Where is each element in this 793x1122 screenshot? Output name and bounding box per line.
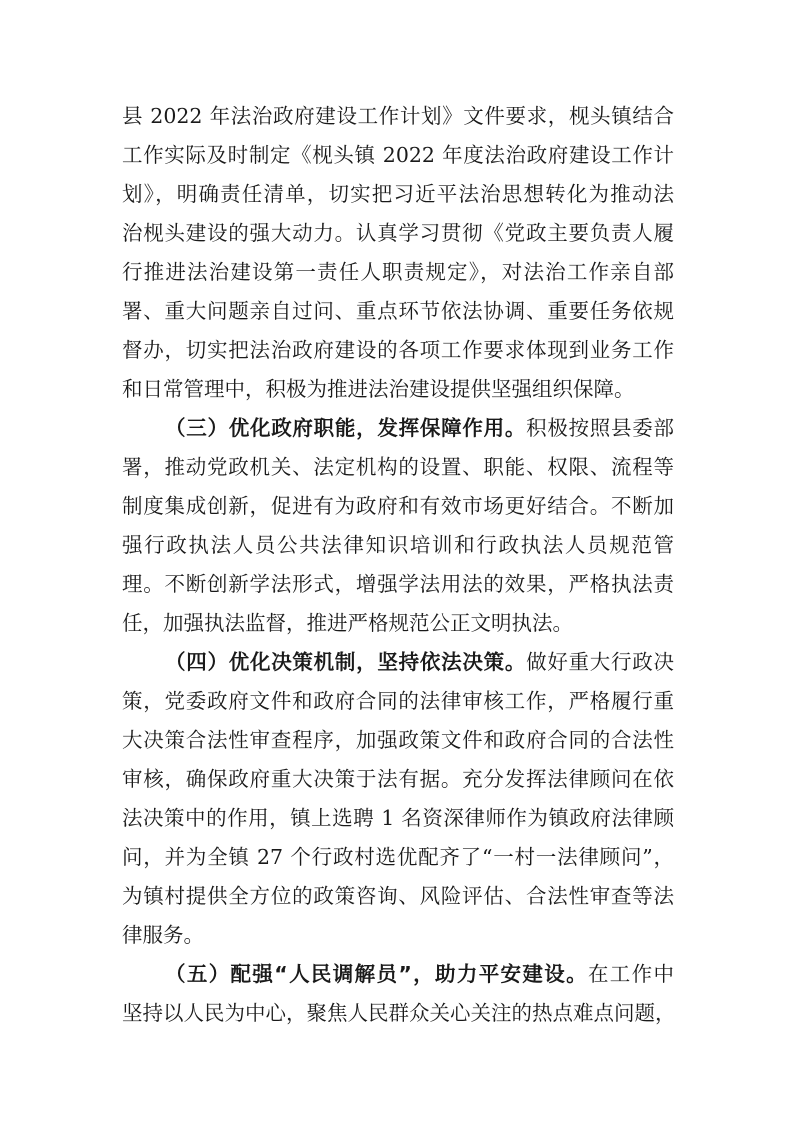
text-line: 审核，确保政府重大决策于法有据。充分发挥法律顾问在依 bbox=[122, 767, 674, 791]
text-line: 督办，切实把法治政府建设的各项工作要求体现到业务工作 bbox=[122, 338, 674, 362]
text-line: 行推进法治建设第一责任人职责规定》，对法治工作亲自部 bbox=[122, 260, 674, 284]
text-line: 工作实际及时制定《枧头镇 2022 年度法治政府建设工作计 bbox=[122, 143, 674, 167]
text-line: 划》，明确责任清单，切实把习近平法治思想转化为推动法 bbox=[122, 182, 674, 206]
section-first-line bbox=[165, 413, 674, 443]
text-line: 强行政执法人员公共法律知识培训和行政执法人员规范管 bbox=[122, 533, 674, 557]
section-first-text: 积极按照县委部 bbox=[526, 416, 675, 440]
text-line: 治枧头建设的强大动力。认真学习贯彻《党政主要负责人履 bbox=[122, 221, 674, 245]
section-heading: （三）优化政府职能，发挥保障作用。 bbox=[165, 416, 527, 440]
text-line: 律服务。 bbox=[122, 923, 204, 947]
text-line: 署、重大问题亲自过问、重点环节依法协调、重要任务依规 bbox=[122, 299, 674, 323]
text-line: 制度集成创新，促进有为政府和有效市场更好结合。不断加 bbox=[122, 494, 674, 518]
section-first-text: 在工作中 bbox=[587, 962, 675, 986]
section-first-text: 做好重大行政决 bbox=[526, 650, 675, 674]
text-line: 法决策中的作用，镇上选聘 1 名资深律师作为镇政府法律顾 bbox=[122, 806, 674, 830]
text-line: 问，并为全镇 27 个行政村选优配齐了“一村一法律顾问”， bbox=[122, 845, 674, 869]
text-line: 策，党委政府文件和政府合同的法律审核工作，严格履行重 bbox=[122, 689, 674, 713]
section-heading: （五）配强“人民调解员”，助力平安建设。 bbox=[165, 962, 588, 986]
text-line: 为镇村提供全方位的政策咨询、风险评估、合法性审查等法 bbox=[122, 884, 674, 908]
section-heading: （四）优化决策机制，坚持依法决策。 bbox=[165, 650, 527, 674]
text-line: 署，推动党政机关、法定机构的设置、职能、权限、流程等 bbox=[122, 455, 674, 479]
text-line: 和日常管理中，积极为推进法治建设提供坚强组织保障。 bbox=[122, 377, 635, 401]
text-line: 县 2022 年法治政府建设工作计划》文件要求，枧头镇结合 bbox=[122, 104, 674, 128]
text-line: 任，加强执法监督，推进严格规范公正文明执法。 bbox=[122, 611, 573, 635]
section-first-line bbox=[165, 647, 674, 677]
section-first-line bbox=[165, 959, 674, 989]
text-line: 坚持以人民为中心，聚焦人民群众关心关注的热点难点问题， bbox=[122, 1001, 676, 1025]
text-line: 理。不断创新学法形式，增强学法用法的效果，严格执法责 bbox=[122, 572, 674, 596]
text-line: 大决策合法性审查程序，加强政策文件和政府合同的合法性 bbox=[122, 728, 674, 752]
